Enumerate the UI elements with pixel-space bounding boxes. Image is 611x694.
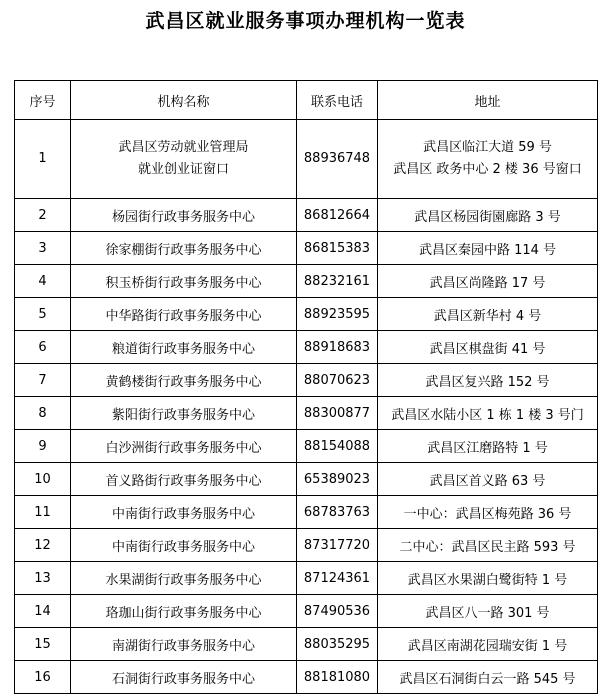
row-phone: 88300877 bbox=[297, 397, 378, 430]
row-addr: 武昌区复兴路 152 号 bbox=[378, 364, 598, 397]
table-row bbox=[15, 397, 598, 430]
row-addr: 武昌区水果湖白鹭街特 1 号 bbox=[378, 562, 598, 595]
row-seq: 3 bbox=[15, 232, 71, 265]
row-seq: 2 bbox=[15, 199, 71, 232]
row-phone: 88181080 bbox=[297, 661, 378, 694]
table-row bbox=[15, 232, 598, 265]
row-seq: 8 bbox=[15, 397, 71, 430]
row-seq: 14 bbox=[15, 595, 71, 628]
row-phone: 88936748 bbox=[297, 120, 378, 199]
row-addr: 武昌区新华村 4 号 bbox=[378, 298, 598, 331]
row-org: 武昌区劳动就业管理局 就业创业证窗口 bbox=[71, 120, 297, 199]
row-seq: 12 bbox=[15, 529, 71, 562]
table-row bbox=[15, 562, 598, 595]
table-row bbox=[15, 120, 598, 199]
agency-table bbox=[14, 80, 598, 694]
row-phone: 88923595 bbox=[297, 298, 378, 331]
row-phone: 87490536 bbox=[297, 595, 378, 628]
row-seq: 13 bbox=[15, 562, 71, 595]
row-addr: 武昌区棋盘街 41 号 bbox=[378, 331, 598, 364]
row-org: 中南街行政事务服务中心 bbox=[71, 496, 297, 529]
table-row bbox=[15, 364, 598, 397]
row-phone: 65389023 bbox=[297, 463, 378, 496]
header-org: 机构名称 bbox=[71, 81, 297, 120]
header-phone: 联系电话 bbox=[297, 81, 378, 120]
row-phone: 88918683 bbox=[297, 331, 378, 364]
table-row bbox=[15, 529, 598, 562]
row-addr: 武昌区尚隆路 17 号 bbox=[378, 265, 598, 298]
header-addr: 地址 bbox=[378, 81, 598, 120]
page-title: 武昌区就业服务事项办理机构一览表 bbox=[145, 10, 466, 32]
row-phone: 88035295 bbox=[297, 628, 378, 661]
row-org: 石洞街行政事务服务中心 bbox=[71, 661, 297, 694]
row-seq: 6 bbox=[15, 331, 71, 364]
row-org: 黄鹤楼街行政事务服务中心 bbox=[71, 364, 297, 397]
row-seq: 10 bbox=[15, 463, 71, 496]
row-addr: 武昌区水陆小区 1 栋 1 楼 3 号门 bbox=[378, 397, 598, 430]
row-org: 积玉桥街行政事务服务中心 bbox=[71, 265, 297, 298]
row-phone: 88154088 bbox=[297, 430, 378, 463]
row-addr: 武昌区秦园中路 114 号 bbox=[378, 232, 598, 265]
row-org: 首义路街行政事务服务中心 bbox=[71, 463, 297, 496]
row-addr: 武昌区首义路 63 号 bbox=[378, 463, 598, 496]
table-row bbox=[15, 628, 598, 661]
row-seq: 5 bbox=[15, 298, 71, 331]
table-header-row bbox=[15, 81, 598, 120]
row-addr: 二中心：武昌区民主路 593 号 bbox=[378, 529, 598, 562]
row-org: 水果湖街行政事务服务中心 bbox=[71, 562, 297, 595]
row-seq: 7 bbox=[15, 364, 71, 397]
table-row bbox=[15, 298, 598, 331]
table-body bbox=[15, 120, 598, 694]
table-row bbox=[15, 496, 598, 529]
table-row bbox=[15, 463, 598, 496]
table-row bbox=[15, 430, 598, 463]
row-phone: 86812664 bbox=[297, 199, 378, 232]
header-seq: 序号 bbox=[15, 81, 71, 120]
table-row bbox=[15, 331, 598, 364]
row-seq: 1 bbox=[15, 120, 71, 199]
row-phone: 68783763 bbox=[297, 496, 378, 529]
row-seq: 15 bbox=[15, 628, 71, 661]
row-addr: 武昌区临江大道 59 号 武昌区 政务中心 2 楼 36 号窗口 bbox=[378, 120, 598, 199]
row-addr: 武昌区江磨路特 1 号 bbox=[378, 430, 598, 463]
row-org: 粮道街行政事务服务中心 bbox=[71, 331, 297, 364]
row-seq: 16 bbox=[15, 661, 71, 694]
row-addr: 一中心：武昌区梅苑路 36 号 bbox=[378, 496, 598, 529]
row-addr: 武昌区石洞街白云一路 545 号 bbox=[378, 661, 598, 694]
row-addr: 武昌区南湖花园瑞安街 1 号 bbox=[378, 628, 598, 661]
row-addr: 武昌区八一路 301 号 bbox=[378, 595, 598, 628]
table-row bbox=[15, 265, 598, 298]
row-org: 中华路街行政事务服务中心 bbox=[71, 298, 297, 331]
table-row bbox=[15, 595, 598, 628]
row-org: 白沙洲街行政事务服务中心 bbox=[71, 430, 297, 463]
row-phone: 87124361 bbox=[297, 562, 378, 595]
row-org: 中南街行政事务服务中心 bbox=[71, 529, 297, 562]
row-seq: 11 bbox=[15, 496, 71, 529]
row-org: 杨园街行政事务服务中心 bbox=[71, 199, 297, 232]
row-org: 紫阳街行政事务服务中心 bbox=[71, 397, 297, 430]
row-phone: 88070623 bbox=[297, 364, 378, 397]
row-seq: 9 bbox=[15, 430, 71, 463]
row-org: 徐家棚街行政事务服务中心 bbox=[71, 232, 297, 265]
table-row bbox=[15, 199, 598, 232]
row-org: 南湖街行政事务服务中心 bbox=[71, 628, 297, 661]
row-seq: 4 bbox=[15, 265, 71, 298]
row-addr: 武昌区杨园街園廊路 3 号 bbox=[378, 199, 598, 232]
row-phone: 87317720 bbox=[297, 529, 378, 562]
row-phone: 88232161 bbox=[297, 265, 378, 298]
row-phone: 86815383 bbox=[297, 232, 378, 265]
row-org: 珞珈山街行政事务服务中心 bbox=[71, 595, 297, 628]
